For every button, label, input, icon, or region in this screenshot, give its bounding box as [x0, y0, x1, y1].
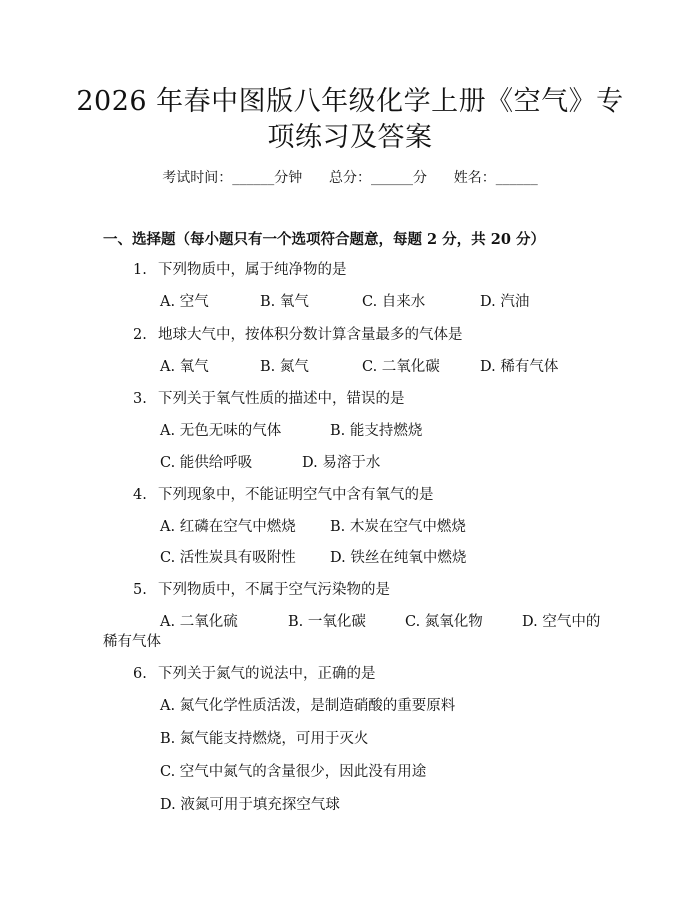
- exam-time-field: 考试时间：______分钟: [162, 170, 303, 186]
- question-6: [133, 664, 376, 684]
- question-2: [133, 325, 463, 345]
- option-3c: C. 能供给呼吸: [160, 455, 253, 471]
- document-title-line-1: 2026 年春中图版八年级化学上册《空气》专: [76, 86, 624, 117]
- option-2d: D. 稀有气体: [480, 359, 559, 375]
- option-4a: A. 红磷在空气中燃烧: [160, 519, 296, 535]
- option-2c: C. 二氧化碳: [362, 359, 440, 375]
- question-text: 下列关于氮气的说法中，正确的是: [158, 666, 376, 682]
- option-5c: C. 氮氧化物: [405, 614, 483, 630]
- option-5d: D. 空气中的: [522, 614, 601, 630]
- exam-meta: [0, 168, 700, 188]
- option-1c: C. 自来水: [362, 294, 426, 310]
- option-6a: A. 氮气化学性质活泼，是制造硝酸的重要原料: [160, 698, 456, 714]
- option-4d: D. 铁丝在纯氧中燃烧: [330, 550, 467, 566]
- option-1a: A. 空气: [160, 294, 209, 310]
- question-number: 1.: [133, 262, 147, 278]
- question-text: 下列关于氧气性质的描述中，错误的是: [158, 391, 405, 407]
- option-5d-continuation: 稀有气体: [103, 634, 161, 650]
- option-3a: A. 无色无味的气体: [160, 423, 282, 439]
- option-4c: C. 活性炭具有吸附性: [160, 550, 296, 566]
- option-2b: B. 氮气: [260, 359, 309, 375]
- question-text: 下列物质中，不属于空气污染物的是: [158, 582, 390, 598]
- question-5: [133, 580, 390, 600]
- total-score-field: 总分：______分: [329, 170, 427, 186]
- question-text: 下列现象中，不能证明空气中含有氧气的是: [158, 487, 434, 503]
- option-3d: D. 易溶于水: [302, 455, 381, 471]
- option-6c: C. 空气中氮气的含量很少，因此没有用途: [160, 764, 427, 780]
- question-text: 地球大气中，按体积分数计算含量最多的气体是: [158, 327, 463, 343]
- option-1d: D. 汽油: [480, 294, 530, 310]
- question-3: [133, 389, 405, 409]
- option-5b: B. 一氧化碳: [288, 614, 366, 630]
- option-1b: B. 氧气: [260, 294, 309, 310]
- question-text: 下列物质中，属于纯净物的是: [158, 262, 347, 278]
- option-2a: A. 氧气: [160, 359, 209, 375]
- section-heading-multiple-choice: 一、选择题（每小题只有一个选项符合题意，每题 2 分，共 20 分）: [103, 231, 545, 248]
- question-number: 5.: [133, 582, 147, 598]
- document-title-line-2: 项练习及答案: [267, 122, 433, 153]
- option-6b: B. 氮气能支持燃烧，可用于灭火: [160, 731, 369, 747]
- question-number: 2.: [133, 327, 147, 343]
- question-4: [133, 485, 434, 505]
- option-4b: B. 木炭在空气中燃烧: [330, 519, 466, 535]
- student-name-field: 姓名：______: [453, 170, 538, 186]
- option-3b: B. 能支持燃烧: [330, 423, 423, 439]
- question-number: 3.: [133, 391, 147, 407]
- option-5a: A. 二氧化硫: [160, 614, 238, 630]
- question-number: 4.: [133, 487, 147, 503]
- question-number: 6.: [133, 666, 147, 682]
- question-1: [133, 260, 347, 280]
- option-6d: D. 液氮可用于填充探空气球: [160, 797, 340, 813]
